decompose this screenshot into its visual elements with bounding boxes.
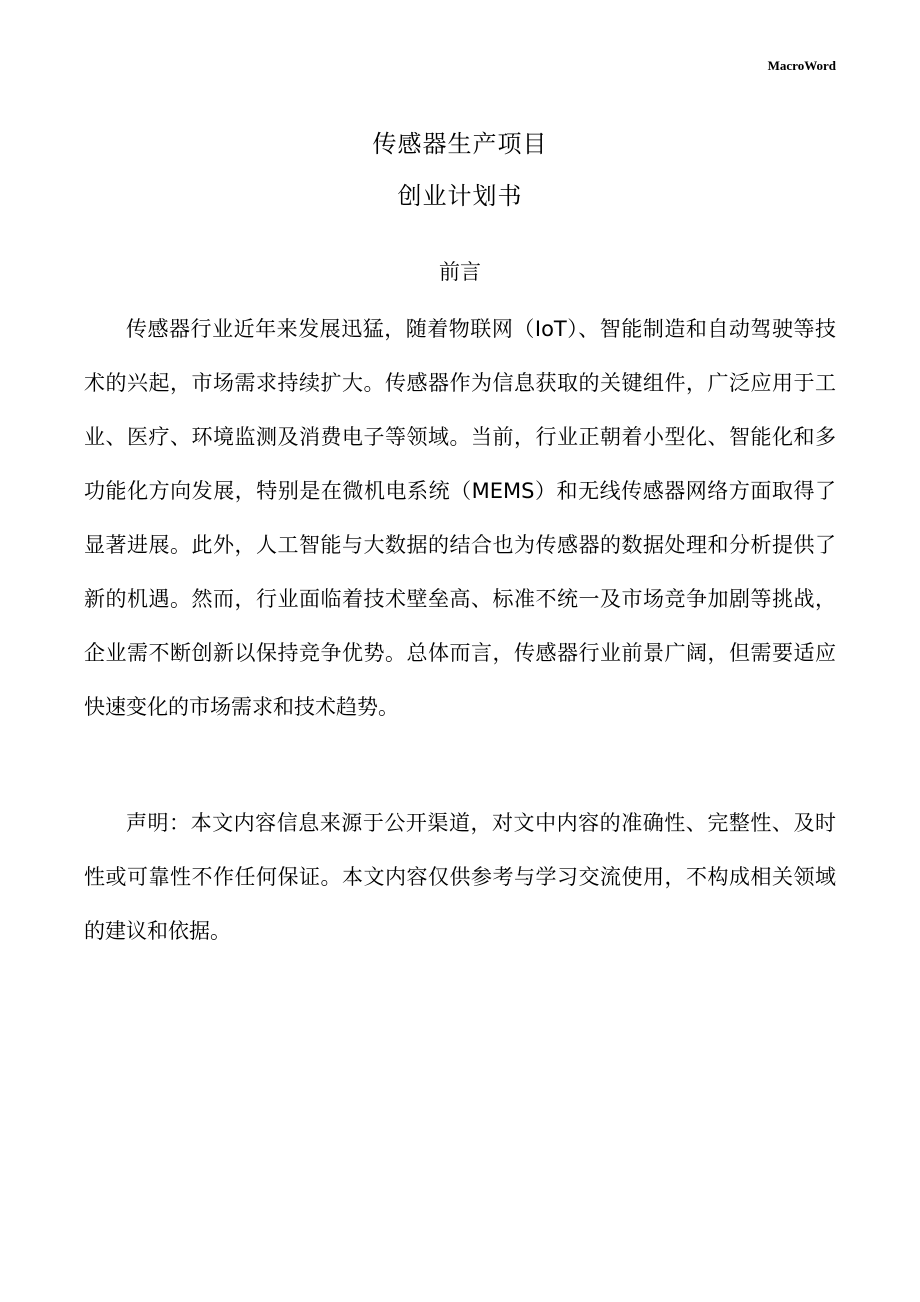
preface-paragraph: 传感器行业近年来发展迅猛，随着物联网（IoT）、智能制造和自动驾驶等技术的兴起，市场需求持续扩大。传感器作为信息获取的关键组件，广泛应用于工业、医疗、环境监测及消费电子等领域。当前，行业正朝着小型化、智能化和多功能化方向发展，特别是在微机电系统（MEMS）和无线传感器网络方面取得了显著进展。此外，人工智能与大数据的结合也为传感器的数据处理和分析提供了新的机遇。然而，行业面临着技术壁垒高、标准不统一及市场竞争加剧等挑战，企业需不断创新以保持竞争优势。总体而言，传感器行业前景广阔，但需要适应快速变化的市场需求和技术趋势。 bbox=[84, 317, 836, 719]
disclaimer-paragraph: 声明：本文内容信息来源于公开渠道，对文中内容的准确性、完整性、及时性或可靠性不作任何保证。本文内容仅供参考与学习交流使用，不构成相关领域的建议和依据。 bbox=[84, 811, 836, 943]
document-title-line-1: 传感器生产项目 bbox=[372, 130, 548, 158]
header-brand: MacroWord bbox=[767, 58, 836, 73]
section-heading-preface: 前言 bbox=[439, 260, 481, 284]
document-title-line-2: 创业计划书 bbox=[397, 182, 523, 210]
